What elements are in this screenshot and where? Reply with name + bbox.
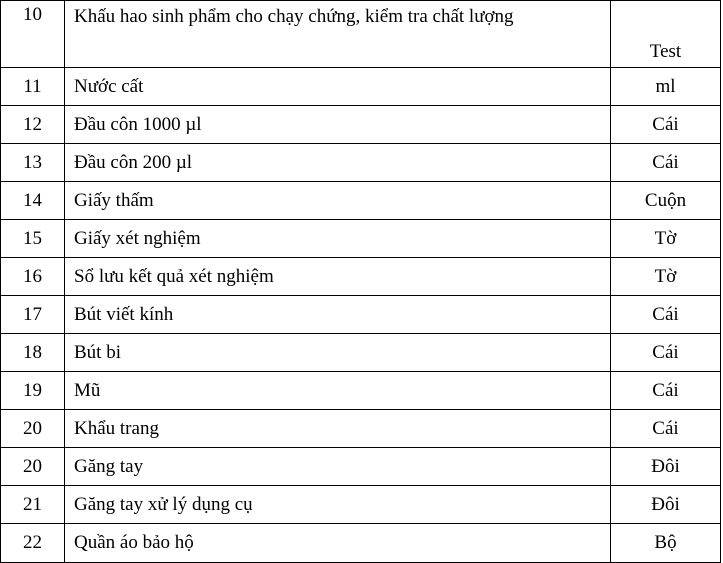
unit-cell: Tờ bbox=[611, 220, 721, 258]
item-name-cell: Bút bi bbox=[65, 334, 611, 372]
item-name-cell: Sổ lưu kết quả xét nghiệm bbox=[65, 258, 611, 296]
item-name-cell: Mũ bbox=[65, 372, 611, 410]
unit-cell: Cái bbox=[611, 144, 721, 182]
item-name-cell: Đầu côn 200 µl bbox=[65, 144, 611, 182]
row-number-cell: 12 bbox=[1, 106, 65, 144]
unit-cell: Tờ bbox=[611, 258, 721, 296]
item-name-cell: Quần áo bảo hộ bbox=[65, 524, 611, 563]
table-row bbox=[1, 448, 721, 486]
table-row bbox=[1, 486, 721, 524]
row-number-cell: 21 bbox=[1, 486, 65, 524]
unit-cell: Cái bbox=[611, 410, 721, 448]
row-number-cell: 11 bbox=[1, 68, 65, 106]
item-name-cell: Bút viết kính bbox=[65, 296, 611, 334]
table-row bbox=[1, 410, 721, 448]
table-row bbox=[1, 258, 721, 296]
unit-cell: Cái bbox=[611, 296, 721, 334]
table-row bbox=[1, 334, 721, 372]
row-number-cell: 19 bbox=[1, 372, 65, 410]
table-row bbox=[1, 296, 721, 334]
row-number-cell: 10 bbox=[1, 1, 65, 68]
unit-cell: Cuộn bbox=[611, 182, 721, 220]
row-number-cell: 17 bbox=[1, 296, 65, 334]
item-name-cell: Găng tay xử lý dụng cụ bbox=[65, 486, 611, 524]
unit-cell: Bộ bbox=[611, 524, 721, 563]
unit-cell: ml bbox=[611, 68, 721, 106]
row-number-cell: 15 bbox=[1, 220, 65, 258]
row-number-cell: 22 bbox=[1, 524, 65, 563]
item-name-cell: Giấy xét nghiệm bbox=[65, 220, 611, 258]
table-row bbox=[1, 372, 721, 410]
row-number-cell: 16 bbox=[1, 258, 65, 296]
supplies-table-body bbox=[1, 1, 721, 563]
item-name-cell: Khẩu trang bbox=[65, 410, 611, 448]
row-number-cell: 14 bbox=[1, 182, 65, 220]
unit-cell: Đôi bbox=[611, 486, 721, 524]
table-row bbox=[1, 524, 721, 563]
unit-cell: Test bbox=[611, 1, 721, 68]
row-number-cell: 20 bbox=[1, 410, 65, 448]
unit-cell: Cái bbox=[611, 372, 721, 410]
table-row bbox=[1, 68, 721, 106]
table-row bbox=[1, 220, 721, 258]
unit-cell: Cái bbox=[611, 334, 721, 372]
row-number-cell: 13 bbox=[1, 144, 65, 182]
row-number-cell: 18 bbox=[1, 334, 65, 372]
item-name-cell: Găng tay bbox=[65, 448, 611, 486]
table-row bbox=[1, 182, 721, 220]
table-row bbox=[1, 144, 721, 182]
row-number-cell: 20 bbox=[1, 448, 65, 486]
item-name-cell: Khấu hao sinh phẩm cho chạy chứng, kiểm tra chất lượng bbox=[65, 1, 611, 68]
unit-cell: Cái bbox=[611, 106, 721, 144]
table-row bbox=[1, 106, 721, 144]
unit-cell: Đôi bbox=[611, 448, 721, 486]
item-name-cell: Giấy thấm bbox=[65, 182, 611, 220]
item-name-cell: Đầu côn 1000 µl bbox=[65, 106, 611, 144]
table-row bbox=[1, 1, 721, 68]
item-name-cell: Nước cất bbox=[65, 68, 611, 106]
